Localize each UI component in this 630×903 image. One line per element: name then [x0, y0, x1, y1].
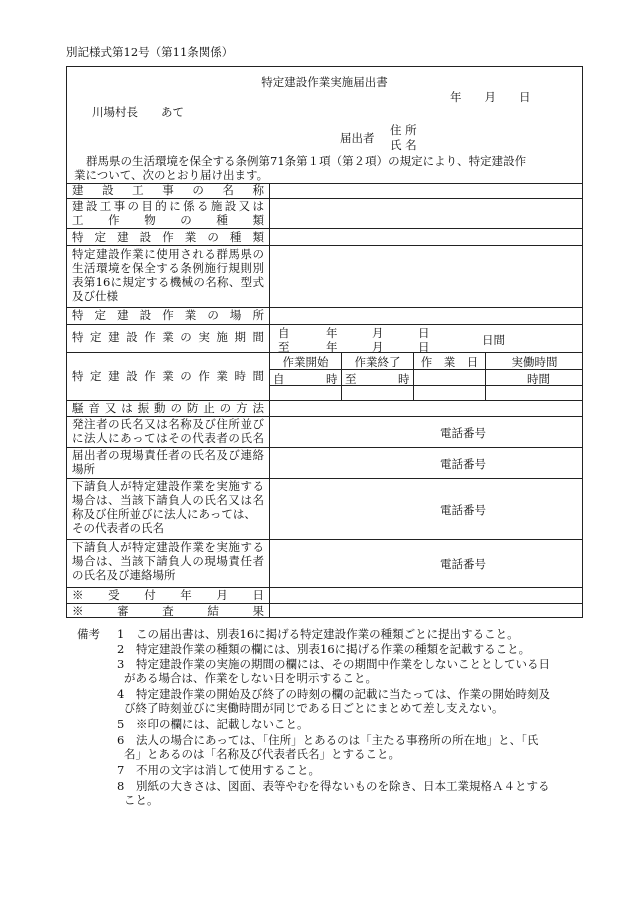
addressee: 川場村長 あて	[92, 105, 184, 119]
row-facility-line1: 建設工事の目的に係る施設又は	[72, 199, 264, 213]
row-work-type: 特定建設作業の種類	[72, 230, 264, 244]
notifier-label: 届出者	[340, 131, 375, 145]
period-days-count[interactable]: 日間	[482, 333, 505, 347]
row-manager-line2: 場所	[72, 462, 95, 476]
note-4-text-2: び終了時刻並びに実働時間が同じである日ごとにまとめて差し支えない。	[124, 701, 504, 715]
row-prevention: 騒音又は振動の防止の方法	[72, 401, 264, 415]
row-machine-line4: 及び仕様	[72, 289, 118, 303]
address-label[interactable]: 住 所	[390, 123, 417, 137]
row-sub-line3: 称及び住所並びに法人にあっては、	[72, 507, 256, 521]
row-worktime: 特定建設作業の作業時間	[72, 369, 264, 383]
row-sub-line2: 場合は、当該下請負人の氏名又は名	[72, 493, 264, 507]
note-2-num: 2	[117, 642, 125, 656]
note-7-num: 7	[117, 763, 125, 777]
note-3-text-1: 特定建設作業の実施の期間の欄には、その期間中作業をしないこととしている日	[136, 657, 550, 671]
orderer-phone-label: 電話番号	[440, 426, 486, 440]
work-type-field[interactable]	[271, 229, 581, 244]
note-6-text-2: 名」とあるのは「名称及び代表者氏名」とすること。	[124, 747, 400, 761]
location-field[interactable]	[271, 308, 581, 323]
submgr-phone-label: 電話番号	[440, 557, 486, 571]
row-machine-line2: 生活環境を保全する条例施行規則別	[72, 261, 264, 275]
note-7-text: 不用の文字は消して使用すること。	[136, 763, 320, 777]
form-title: 特定建設作業実施届出書	[261, 75, 388, 89]
row-review: ※審査結果	[72, 604, 264, 618]
note-5-text: ※印の欄には、記載しないこと。	[136, 717, 309, 731]
date-line[interactable]: 年 月 日	[450, 90, 531, 104]
worktime-col-hours: 実働時間	[511, 355, 558, 369]
worktime-start-hour[interactable]: 時	[326, 372, 338, 386]
receipt-field	[271, 588, 581, 602]
notes-label: 備考	[77, 627, 100, 641]
facility-field[interactable]	[271, 199, 581, 227]
review-field	[271, 604, 581, 616]
worktime-end-hour[interactable]: 時	[398, 372, 410, 386]
row-receipt: ※受付年月日	[72, 588, 264, 602]
note-3-num: 3	[117, 657, 125, 671]
sub-phone-label: 電話番号	[440, 503, 486, 517]
form-number: 別記様式第12号（第11条関係）	[66, 45, 234, 59]
row-machine-line3: 表第16に規定する機械の名称、型式	[72, 275, 264, 289]
note-2-text: 特定建設作業の種類の欄には、別表16に掲げる作業の種類を記載すること。	[136, 642, 531, 656]
manager-phone-label: 電話番号	[440, 457, 486, 471]
row-orderer-line2: に法人にあってはその代表者の氏名	[72, 431, 264, 445]
period-to-year[interactable]: 年	[326, 340, 338, 354]
period-to-label: 至	[278, 340, 290, 354]
row-submgr-line2: 場合は、当該下請負人の現場責任者	[72, 554, 264, 568]
note-6-text-1: 法人の場合にあっては、「住所」とあるのは「主たる事務所の所在地」と、「氏	[136, 733, 539, 747]
worktime-col-workday: 作 業 日	[420, 355, 479, 369]
row-construction-name: 建設工事の名称	[72, 183, 264, 197]
worktime-col-start: 作業開始	[282, 355, 329, 369]
period-from-label: 自	[278, 326, 290, 340]
worktime-from-label: 自	[273, 372, 285, 386]
row-machine-line1: 特定建設作業に使用される群馬県の	[72, 247, 264, 261]
row-orderer-line1: 発注者の氏名又は名称及び住所並び	[72, 417, 264, 431]
row-facility-line2: 工作物の種類	[72, 213, 264, 227]
worktime-to-label: 至	[345, 372, 357, 386]
note-4-text-1: 特定建設作業の開始及び終了の時刻の欄の記載に当たっては、作業の開始時刻及	[136, 687, 550, 701]
note-5-num: 5	[117, 717, 125, 731]
note-4-num: 4	[117, 687, 125, 701]
row-submgr-line3: の氏名及び連絡場所	[72, 568, 176, 582]
note-8-text-2: こと。	[124, 793, 159, 807]
machine-field[interactable]	[271, 246, 581, 306]
note-1-text: この届出書は、別表16に掲げる特定建設作業の種類ごとに提出すること。	[136, 627, 519, 641]
period-to-month[interactable]: 月	[372, 340, 384, 354]
name-label[interactable]: 氏 名	[390, 138, 417, 152]
note-8-text-1: 別紙の大きさは、図面、表等やむを得ないものを除き、日本工業規格Ａ４とする	[136, 779, 550, 793]
note-1-num: 1	[117, 627, 125, 641]
construction-name-field[interactable]	[271, 184, 581, 197]
worktime-col-end: 作業終了	[354, 355, 401, 369]
row-period: 特定建設作業の実施期間	[72, 330, 264, 344]
row-sub-line4: その代表者の氏名	[72, 521, 164, 535]
row-submgr-line1: 下請負人が特定建設作業を実施する	[72, 540, 264, 554]
row-sub-line1: 下請負人が特定建設作業を実施する	[72, 479, 264, 493]
note-6-num: 6	[117, 733, 125, 747]
prevention-field[interactable]	[271, 401, 581, 415]
period-to-day[interactable]: 日	[418, 340, 430, 354]
period-from-day[interactable]: 日	[418, 326, 430, 340]
period-from-year[interactable]: 年	[326, 326, 338, 340]
note-8-num: 8	[117, 779, 125, 793]
intro-line-2: 業について、次のとおり届け出ます。	[74, 168, 269, 182]
row-manager-line1: 届出者の現場責任者の氏名及び連絡	[72, 448, 264, 462]
worktime-hours-unit[interactable]: 時間	[527, 372, 550, 386]
period-from-month[interactable]: 月	[372, 326, 384, 340]
note-3-text-2: がある場合は、作業をしない日を明示すること。	[124, 671, 377, 685]
intro-line-1: 群馬県の生活環境を保全する条例第71条第１項（第２項）の規定により、特定建設作	[86, 154, 527, 168]
row-location: 特定建設作業の場所	[72, 308, 264, 322]
